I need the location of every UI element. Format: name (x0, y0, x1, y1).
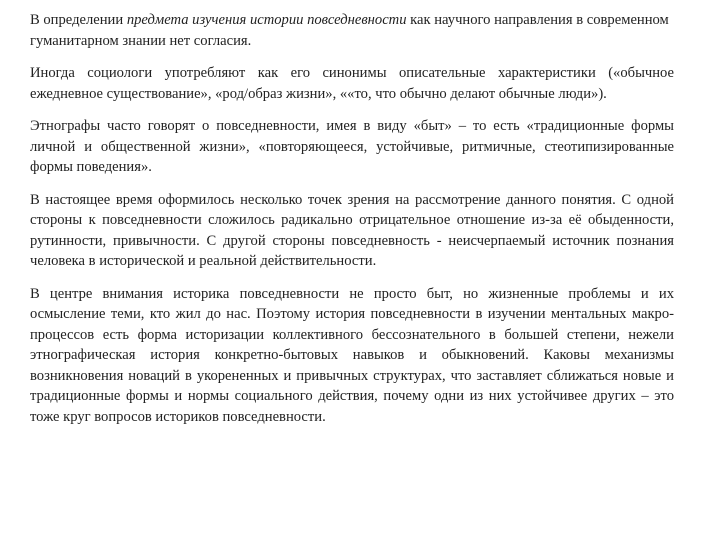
paragraph-definition-lead: В определении (30, 12, 127, 28)
paragraph-sociologists: Иногда социологи употребляют как его синонимы описательные характеристики («обычное ежедневное существование», «род/образ жизни», ««то, что обычно делают обычные люди»). (30, 65, 674, 102)
document-page (30, 10, 674, 427)
paragraph-historian-focus: В центре внимания историка повседневности не просто быт, но жизненные проблемы и их осмысление теми, кто жил до нас. Поэтому история повседневности в изучении ментальных макро-процессов есть форма историзации коллективного бессознательного в большей степени, нежели этнографическая история конкретно-бытовых навыков и обыкновений. Каковы механизмы возникновения новаций в укорененных и привычных структурах, что заставляет сближаться новые и традиционные формы и нормы социального действия, почему одни из них устойчивее других – это тоже круг вопросов историков повседневности. (30, 285, 674, 425)
paragraph-ethnographers: Этнографы часто говорят о повседневности, имея в виду «быт» – то есть «традиционные формы личной и общественной жизни», «повторяющееся, устойчивые, ритмичные, стеотипизированные формы поведения». (30, 118, 674, 175)
paragraph-definition (30, 10, 674, 51)
paragraph-definition-tail: как научного направления в современном гуманитарном знании нет согласия. (30, 12, 669, 49)
paragraph-viewpoints: В настоящее время оформилось несколько точек зрения на рассмотрение данного понятия. С одной стороны к повседневности сложилось радикально отрицательное отношение из-за её обыденности, рутинности, привычности. С другой стороны повседневность - неисчерпаемый источник познания человека в исторической и реальной действительности. (30, 191, 674, 269)
emphasized-term: предмета изучения истории повседневности (126, 12, 407, 28)
